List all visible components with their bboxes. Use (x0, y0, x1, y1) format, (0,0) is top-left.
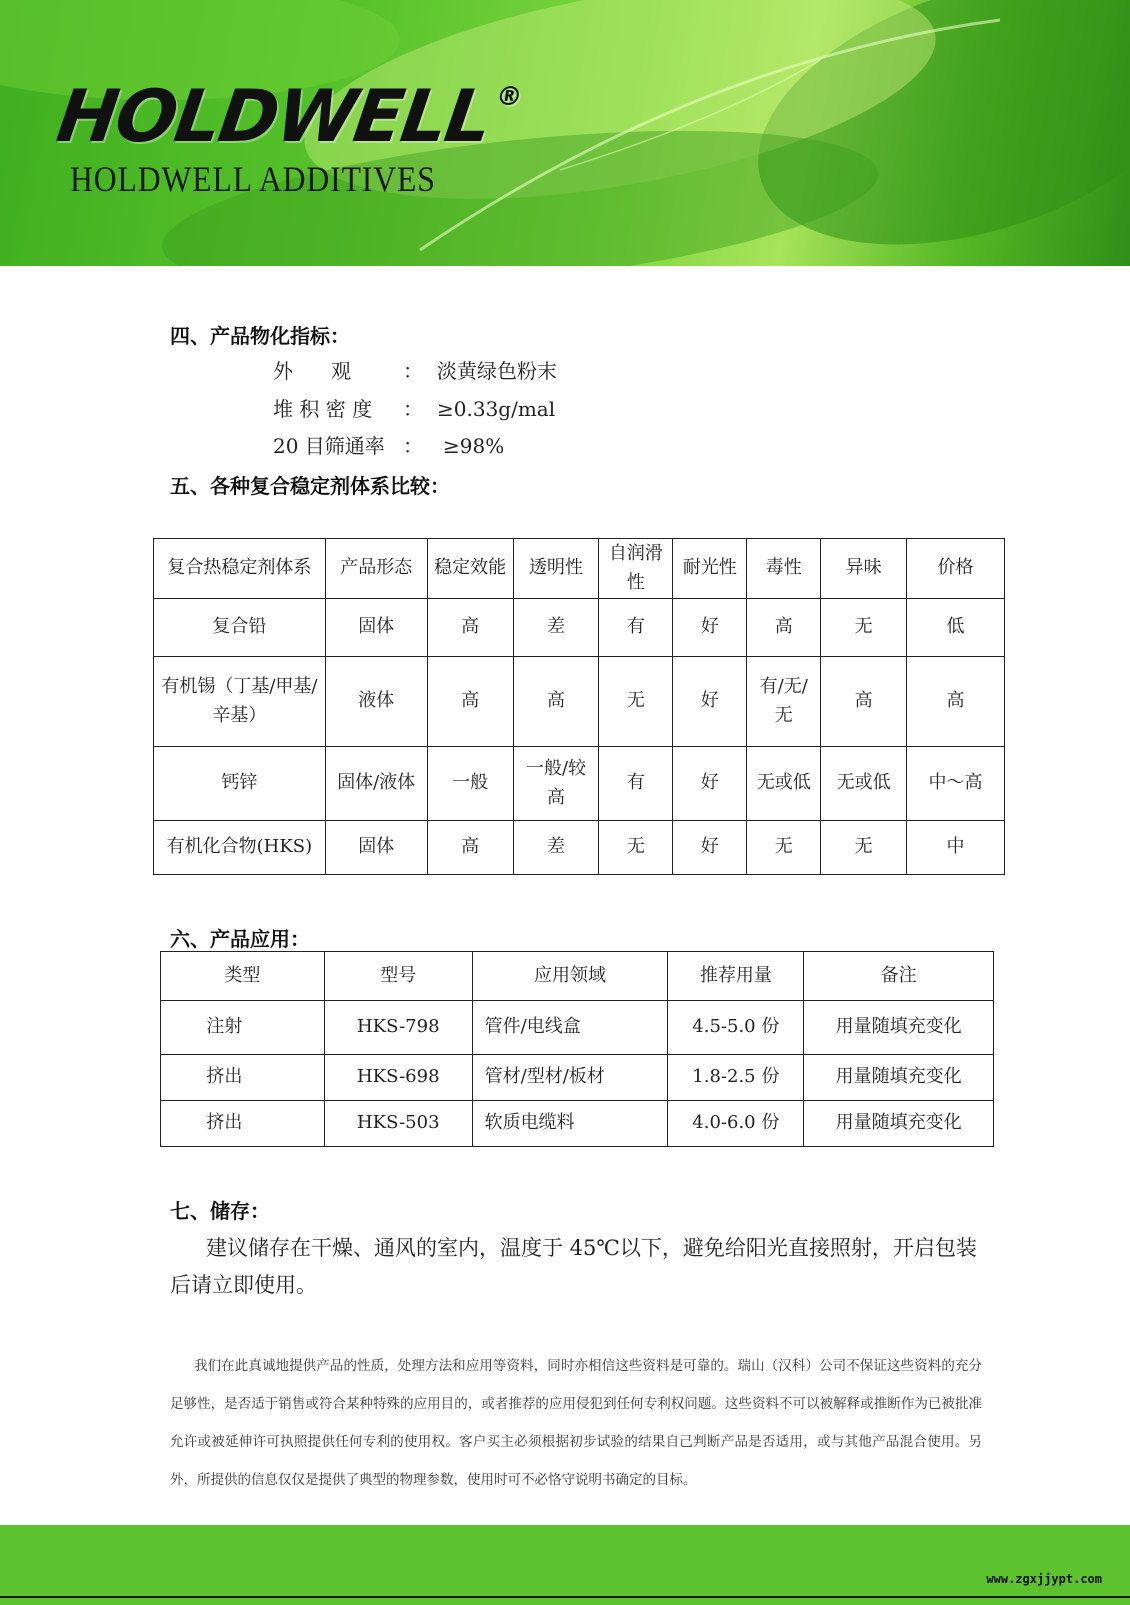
table-cell: 固体/液体 (325, 747, 427, 821)
table-cell: 高 (907, 657, 1005, 747)
table-cell: 无或低 (821, 747, 907, 821)
table-row (161, 1055, 994, 1101)
table-cell: 高 (821, 657, 907, 747)
table-cell: 中 (907, 821, 1005, 875)
table-cell: 一般/较高 (513, 747, 599, 821)
table-row (154, 657, 1005, 747)
table-cell: 高 (513, 657, 599, 747)
table-cell: 高 (427, 599, 513, 657)
table-cell: 有/无/无 (747, 657, 821, 747)
table-cell: 有机锡（丁基/甲基/辛基） (154, 657, 326, 747)
section7-title: 七、储存： (170, 1199, 270, 1223)
table-cell: 固体 (325, 821, 427, 875)
table-header-cell: 类型 (161, 952, 325, 1001)
table-header-row (154, 539, 1005, 599)
table-cell: 软质电缆料 (472, 1101, 668, 1147)
table-cell: 有机化合物(HKS) (154, 821, 326, 875)
brand-logo: HOLDWELL® (52, 74, 523, 158)
footer-divider (0, 1596, 1130, 1598)
brand-subtitle: HOLDWELL ADDITIVES (70, 159, 436, 199)
table-header-cell: 异味 (821, 539, 907, 599)
table-header-cell: 推荐用量 (668, 952, 804, 1001)
table-cell: 好 (673, 599, 747, 657)
table-cell: 复合铅 (154, 599, 326, 657)
comparison-table (153, 538, 1005, 875)
disclaimer-text: 我们在此真诚地提供产品的性质，处理方法和应用等资料，同时亦相信这些资料是可靠的。瑞山（汉科）公司不保证这些资料的充分足够性，是否适于销售或符合某种特殊的应用目的，或者推荐的应用侵犯到任何专利权问题。这些资料不可以被解释或推断作为已被批准允许或被延伸许可执照提供任何专利的使用权。客户买主必须根据初步试验的结果自己判断产品是否适用，或与其他产品混合使用。另外，所提供的信息仅仅是提供了典型的物理参数，使用时可不必恪守说明书确定的目标。 (170, 1358, 982, 1488)
storage-text: 建议储存在干燥、通风的室内，温度于 45℃以下，避免给阳光直接照射，开启包装后请立即使用。 (170, 1236, 977, 1297)
table-header-cell: 价格 (907, 539, 1005, 599)
table-header-cell: 自润滑性 (599, 539, 673, 599)
table-header-row (161, 952, 994, 1001)
table-cell: HKS-503 (324, 1101, 472, 1147)
table-cell: 管材/型材/板材 (472, 1055, 668, 1101)
table-cell: 注射 (161, 1001, 325, 1055)
table-cell: 无 (821, 821, 907, 875)
table-cell: 一般 (427, 747, 513, 821)
table-cell: 4.0-6.0 份 (668, 1101, 804, 1147)
spec-row-appearance: 外 观 ： 淡黄绿色粉末 (273, 359, 557, 383)
table-cell: 无 (599, 821, 673, 875)
table-header-cell: 毒性 (747, 539, 821, 599)
table-header-cell: 复合热稳定剂体系 (154, 539, 326, 599)
table-row (154, 747, 1005, 821)
section4-title: 四、产品物化指标： (170, 324, 350, 348)
table-header-cell: 应用领域 (472, 952, 668, 1001)
table-header-cell: 型号 (324, 952, 472, 1001)
table-header-cell: 稳定效能 (427, 539, 513, 599)
table-cell: 管件/电线盒 (472, 1001, 668, 1055)
table-cell: 用量随填充变化 (804, 1055, 994, 1101)
table-header-cell: 备注 (804, 952, 994, 1001)
table-cell: 挤出 (161, 1101, 325, 1147)
table-cell: 中～高 (907, 747, 1005, 821)
table-header-cell: 透明性 (513, 539, 599, 599)
table-cell: 有 (599, 599, 673, 657)
spec-row-sieve-rate: 20 目筛通率 ： ≥98% (273, 434, 505, 458)
table-cell: 高 (427, 657, 513, 747)
table-cell: 无 (599, 657, 673, 747)
table-cell: 固体 (325, 599, 427, 657)
section5-title: 五、各种复合稳定剂体系比较： (170, 474, 450, 498)
table-row (154, 599, 1005, 657)
footer-bar (0, 1525, 1130, 1605)
table-cell: 好 (673, 747, 747, 821)
table-cell: 高 (427, 821, 513, 875)
section6-title: 六、产品应用： (170, 927, 310, 951)
table-cell: 好 (673, 657, 747, 747)
table-row (161, 1101, 994, 1147)
table-cell: 低 (907, 599, 1005, 657)
table-header-cell: 耐光性 (673, 539, 747, 599)
table-cell: 差 (513, 599, 599, 657)
table-cell: 1.8-2.5 份 (668, 1055, 804, 1101)
table-cell: 高 (747, 599, 821, 657)
table-cell: 钙锌 (154, 747, 326, 821)
table-cell: 差 (513, 821, 599, 875)
application-table (160, 951, 994, 1147)
footer-url: www.zgxjjypt.com (986, 1572, 1102, 1586)
table-cell: HKS-798 (324, 1001, 472, 1055)
table-cell: 用量随填充变化 (804, 1101, 994, 1147)
table-cell: 无或低 (747, 747, 821, 821)
table-cell: HKS-698 (324, 1055, 472, 1101)
table-cell: 无 (747, 821, 821, 875)
table-cell: 挤出 (161, 1055, 325, 1101)
table-row (154, 821, 1005, 875)
spec-row-bulk-density: 堆 积 密 度 ： ≥0.33g/mal (273, 397, 556, 421)
table-cell: 有 (599, 747, 673, 821)
table-cell: 4.5-5.0 份 (668, 1001, 804, 1055)
table-header-cell: 产品形态 (325, 539, 427, 599)
table-cell: 好 (673, 821, 747, 875)
table-row (161, 1001, 994, 1055)
table-cell: 用量随填充变化 (804, 1001, 994, 1055)
header-banner (0, 0, 1130, 266)
table-cell: 液体 (325, 657, 427, 747)
table-cell: 无 (821, 599, 907, 657)
